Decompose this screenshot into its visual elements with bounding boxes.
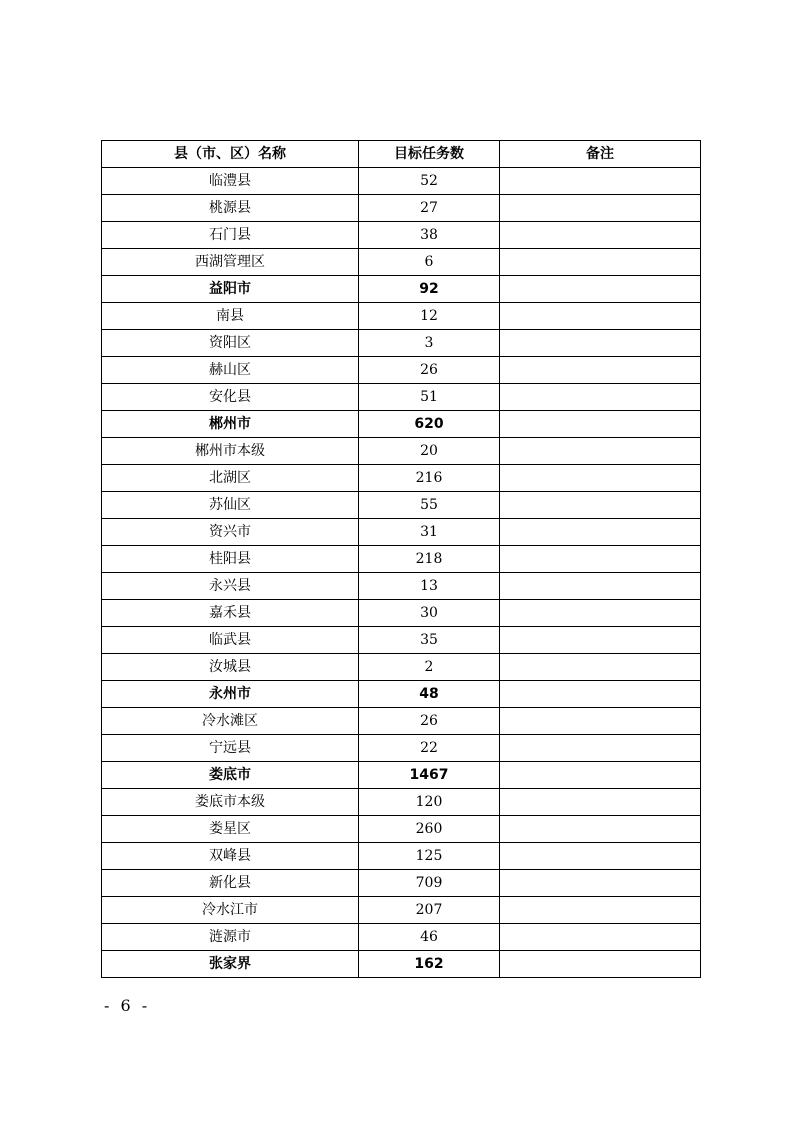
table-row (102, 789, 701, 816)
cell-target-count: 92 (359, 276, 500, 303)
cell-remarks (500, 789, 701, 816)
cell-remarks (500, 654, 701, 681)
cell-target-count: 35 (359, 627, 500, 654)
table-row (102, 951, 701, 978)
table-row (102, 870, 701, 897)
table-row (102, 330, 701, 357)
table-row (102, 249, 701, 276)
cell-remarks (500, 195, 701, 222)
cell-remarks (500, 870, 701, 897)
cell-remarks (500, 276, 701, 303)
cell-target-count: 207 (359, 897, 500, 924)
cell-county-name: 冷水江市 (102, 897, 359, 924)
table-row (102, 708, 701, 735)
table-row (102, 303, 701, 330)
table-body (102, 168, 701, 978)
cell-target-count: 27 (359, 195, 500, 222)
cell-county-name: 石门县 (102, 222, 359, 249)
cell-county-name: 新化县 (102, 870, 359, 897)
cell-target-count: 260 (359, 816, 500, 843)
table-row (102, 492, 701, 519)
table-row (102, 843, 701, 870)
cell-remarks (500, 222, 701, 249)
cell-target-count: 13 (359, 573, 500, 600)
cell-county-name: 张家界 (102, 951, 359, 978)
cell-county-name: 桃源县 (102, 195, 359, 222)
cell-county-name: 资兴市 (102, 519, 359, 546)
cell-target-count: 22 (359, 735, 500, 762)
table-row (102, 627, 701, 654)
cell-county-name: 娄底市本级 (102, 789, 359, 816)
cell-target-count: 216 (359, 465, 500, 492)
cell-county-name: 西湖管理区 (102, 249, 359, 276)
table-row (102, 222, 701, 249)
cell-target-count: 125 (359, 843, 500, 870)
cell-target-count: 31 (359, 519, 500, 546)
cell-remarks (500, 924, 701, 951)
cell-target-count: 46 (359, 924, 500, 951)
table-row (102, 654, 701, 681)
cell-remarks (500, 492, 701, 519)
cell-remarks (500, 546, 701, 573)
cell-county-name: 桂阳县 (102, 546, 359, 573)
table-row (102, 195, 701, 222)
cell-remarks (500, 249, 701, 276)
cell-remarks (500, 600, 701, 627)
table-row (102, 573, 701, 600)
table-row (102, 276, 701, 303)
cell-remarks (500, 411, 701, 438)
cell-county-name: 郴州市本级 (102, 438, 359, 465)
cell-target-count: 6 (359, 249, 500, 276)
cell-county-name: 资阳区 (102, 330, 359, 357)
cell-remarks (500, 465, 701, 492)
cell-remarks (500, 168, 701, 195)
cell-target-count: 218 (359, 546, 500, 573)
table-row (102, 384, 701, 411)
cell-remarks (500, 303, 701, 330)
cell-remarks (500, 573, 701, 600)
table-row (102, 762, 701, 789)
header-remarks: 备注 (500, 141, 701, 168)
cell-target-count: 2 (359, 654, 500, 681)
cell-county-name: 安化县 (102, 384, 359, 411)
cell-county-name: 永兴县 (102, 573, 359, 600)
cell-remarks (500, 708, 701, 735)
cell-target-count: 55 (359, 492, 500, 519)
table-row (102, 465, 701, 492)
header-target-count: 目标任务数 (359, 141, 500, 168)
table-header-row (102, 141, 701, 168)
cell-county-name: 永州市 (102, 681, 359, 708)
cell-target-count: 26 (359, 708, 500, 735)
cell-county-name: 南县 (102, 303, 359, 330)
cell-county-name: 益阳市 (102, 276, 359, 303)
cell-remarks (500, 519, 701, 546)
cell-remarks (500, 330, 701, 357)
table-row (102, 897, 701, 924)
header-county-name: 县（市、区）名称 (102, 141, 359, 168)
task-table (101, 140, 701, 978)
cell-target-count: 30 (359, 600, 500, 627)
cell-target-count: 3 (359, 330, 500, 357)
table-row (102, 519, 701, 546)
cell-remarks (500, 897, 701, 924)
cell-target-count: 52 (359, 168, 500, 195)
cell-remarks (500, 762, 701, 789)
cell-county-name: 娄底市 (102, 762, 359, 789)
table-row (102, 546, 701, 573)
task-table-container (101, 140, 700, 978)
cell-target-count: 48 (359, 681, 500, 708)
cell-target-count: 38 (359, 222, 500, 249)
cell-remarks (500, 951, 701, 978)
table-row (102, 816, 701, 843)
cell-county-name: 临武县 (102, 627, 359, 654)
cell-county-name: 宁远县 (102, 735, 359, 762)
table-row (102, 438, 701, 465)
table-row (102, 357, 701, 384)
cell-target-count: 620 (359, 411, 500, 438)
cell-county-name: 冷水滩区 (102, 708, 359, 735)
cell-target-count: 162 (359, 951, 500, 978)
table-row (102, 924, 701, 951)
cell-remarks (500, 627, 701, 654)
cell-county-name: 苏仙区 (102, 492, 359, 519)
cell-target-count: 709 (359, 870, 500, 897)
cell-county-name: 娄星区 (102, 816, 359, 843)
page-number: - 6 - (104, 996, 151, 1015)
cell-county-name: 涟源市 (102, 924, 359, 951)
cell-county-name: 郴州市 (102, 411, 359, 438)
table-row (102, 681, 701, 708)
table-row (102, 735, 701, 762)
cell-remarks (500, 816, 701, 843)
table-row (102, 600, 701, 627)
cell-target-count: 26 (359, 357, 500, 384)
table-row (102, 411, 701, 438)
cell-county-name: 嘉禾县 (102, 600, 359, 627)
cell-county-name: 赫山区 (102, 357, 359, 384)
cell-remarks (500, 438, 701, 465)
cell-remarks (500, 681, 701, 708)
cell-remarks (500, 384, 701, 411)
cell-remarks (500, 843, 701, 870)
table-row (102, 168, 701, 195)
cell-target-count: 51 (359, 384, 500, 411)
cell-county-name: 双峰县 (102, 843, 359, 870)
cell-remarks (500, 735, 701, 762)
cell-county-name: 北湖区 (102, 465, 359, 492)
cell-county-name: 汝城县 (102, 654, 359, 681)
cell-remarks (500, 357, 701, 384)
cell-target-count: 1467 (359, 762, 500, 789)
cell-target-count: 12 (359, 303, 500, 330)
cell-target-count: 20 (359, 438, 500, 465)
cell-target-count: 120 (359, 789, 500, 816)
cell-county-name: 临澧县 (102, 168, 359, 195)
